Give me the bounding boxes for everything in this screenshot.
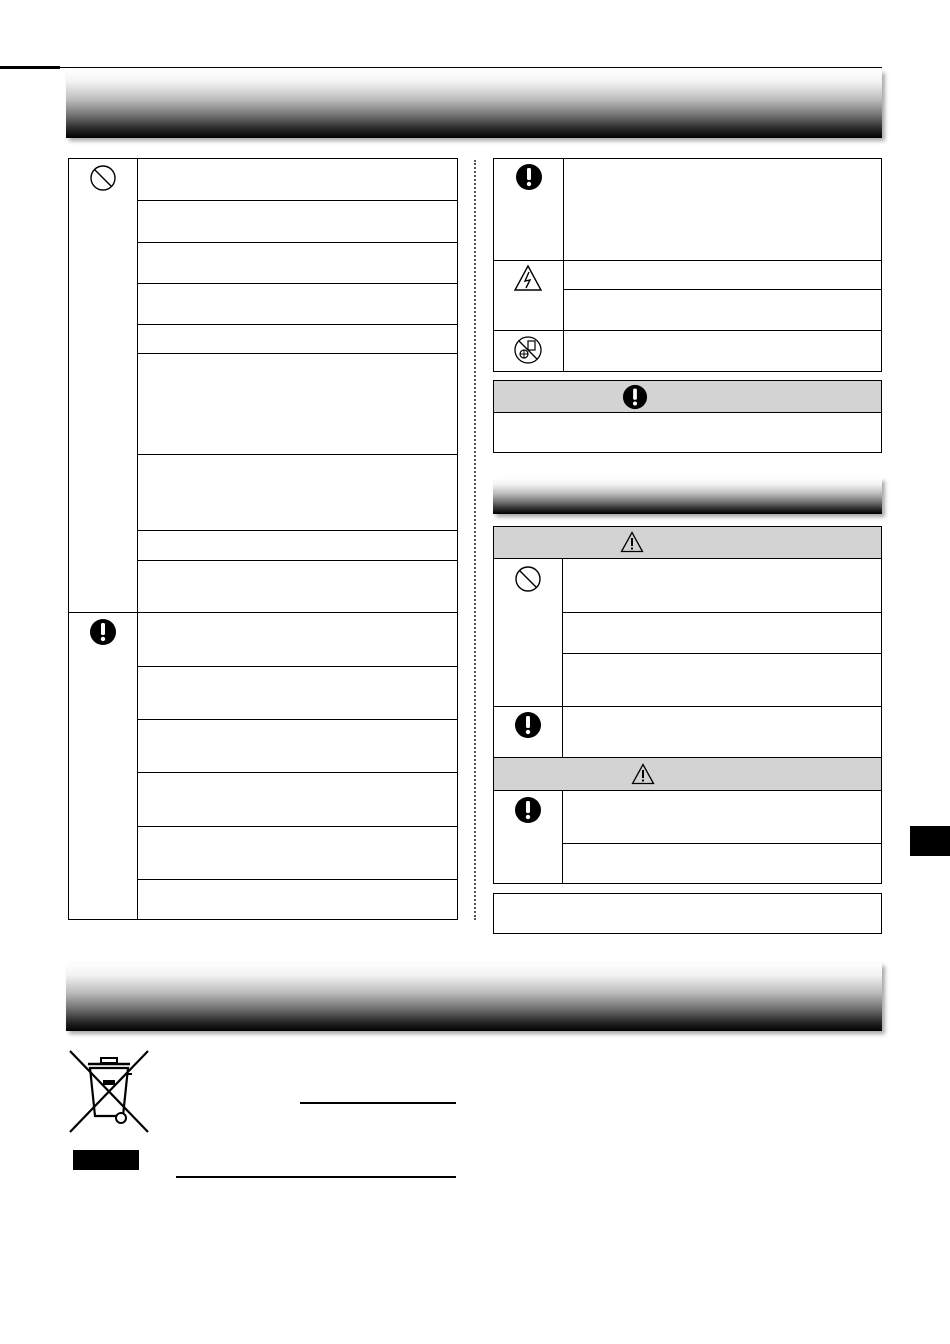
- warning-table-text: [562, 559, 881, 757]
- table-row: [562, 843, 881, 893]
- left-safety-table: [68, 158, 458, 920]
- exclamation-mandatory-icon: [514, 796, 542, 824]
- warning-triangle-icon: [631, 763, 655, 785]
- section-banner-disposal: [66, 963, 882, 1031]
- table-row: [137, 353, 457, 463]
- right-safety-table: [493, 158, 882, 372]
- unplug-plug-icon: [513, 335, 543, 365]
- table-row: [137, 879, 457, 929]
- mandatory-notice-box: [493, 380, 882, 453]
- warning-header: [494, 527, 881, 559]
- table-row: [562, 559, 881, 620]
- exclamation-mandatory-icon: [622, 384, 648, 410]
- icon-column: [69, 159, 138, 919]
- crossed-out-wheelie-bin-icon: [66, 1048, 152, 1134]
- section-banner-safety: [66, 70, 882, 138]
- exclamation-mandatory-icon: [514, 711, 542, 739]
- prohibited-icon: [89, 164, 117, 192]
- table-row: [137, 560, 457, 621]
- table-row: [562, 791, 881, 851]
- weee-badge: [73, 1150, 139, 1170]
- exclamation-mandatory-icon: [89, 618, 117, 646]
- right-table-text: [563, 159, 881, 371]
- section-banner-installation: [493, 478, 882, 514]
- underline-rule: [176, 1176, 456, 1178]
- prohibited-icon: [514, 565, 542, 593]
- prohibited-rows: [137, 159, 457, 612]
- caution-table: [493, 757, 882, 884]
- electric-shock-warning-icon: [513, 264, 543, 292]
- page-edge-tab: [910, 826, 950, 856]
- exclamation-mandatory-icon: [515, 163, 543, 191]
- caution-table-text: [562, 791, 881, 883]
- notice-header: [494, 381, 881, 413]
- underline-rule: [300, 1102, 456, 1104]
- table-row: [563, 330, 881, 381]
- warning-table: [493, 526, 882, 758]
- footer-note-box: [493, 893, 882, 934]
- warning-triangle-icon: [620, 531, 644, 553]
- mandatory-rows: [137, 613, 457, 919]
- column-divider: [474, 160, 476, 920]
- caution-header: [494, 758, 881, 791]
- table-row: [137, 454, 457, 539]
- table-row: [137, 613, 457, 674]
- table-row: [563, 159, 881, 268]
- top-rule: [0, 67, 882, 68]
